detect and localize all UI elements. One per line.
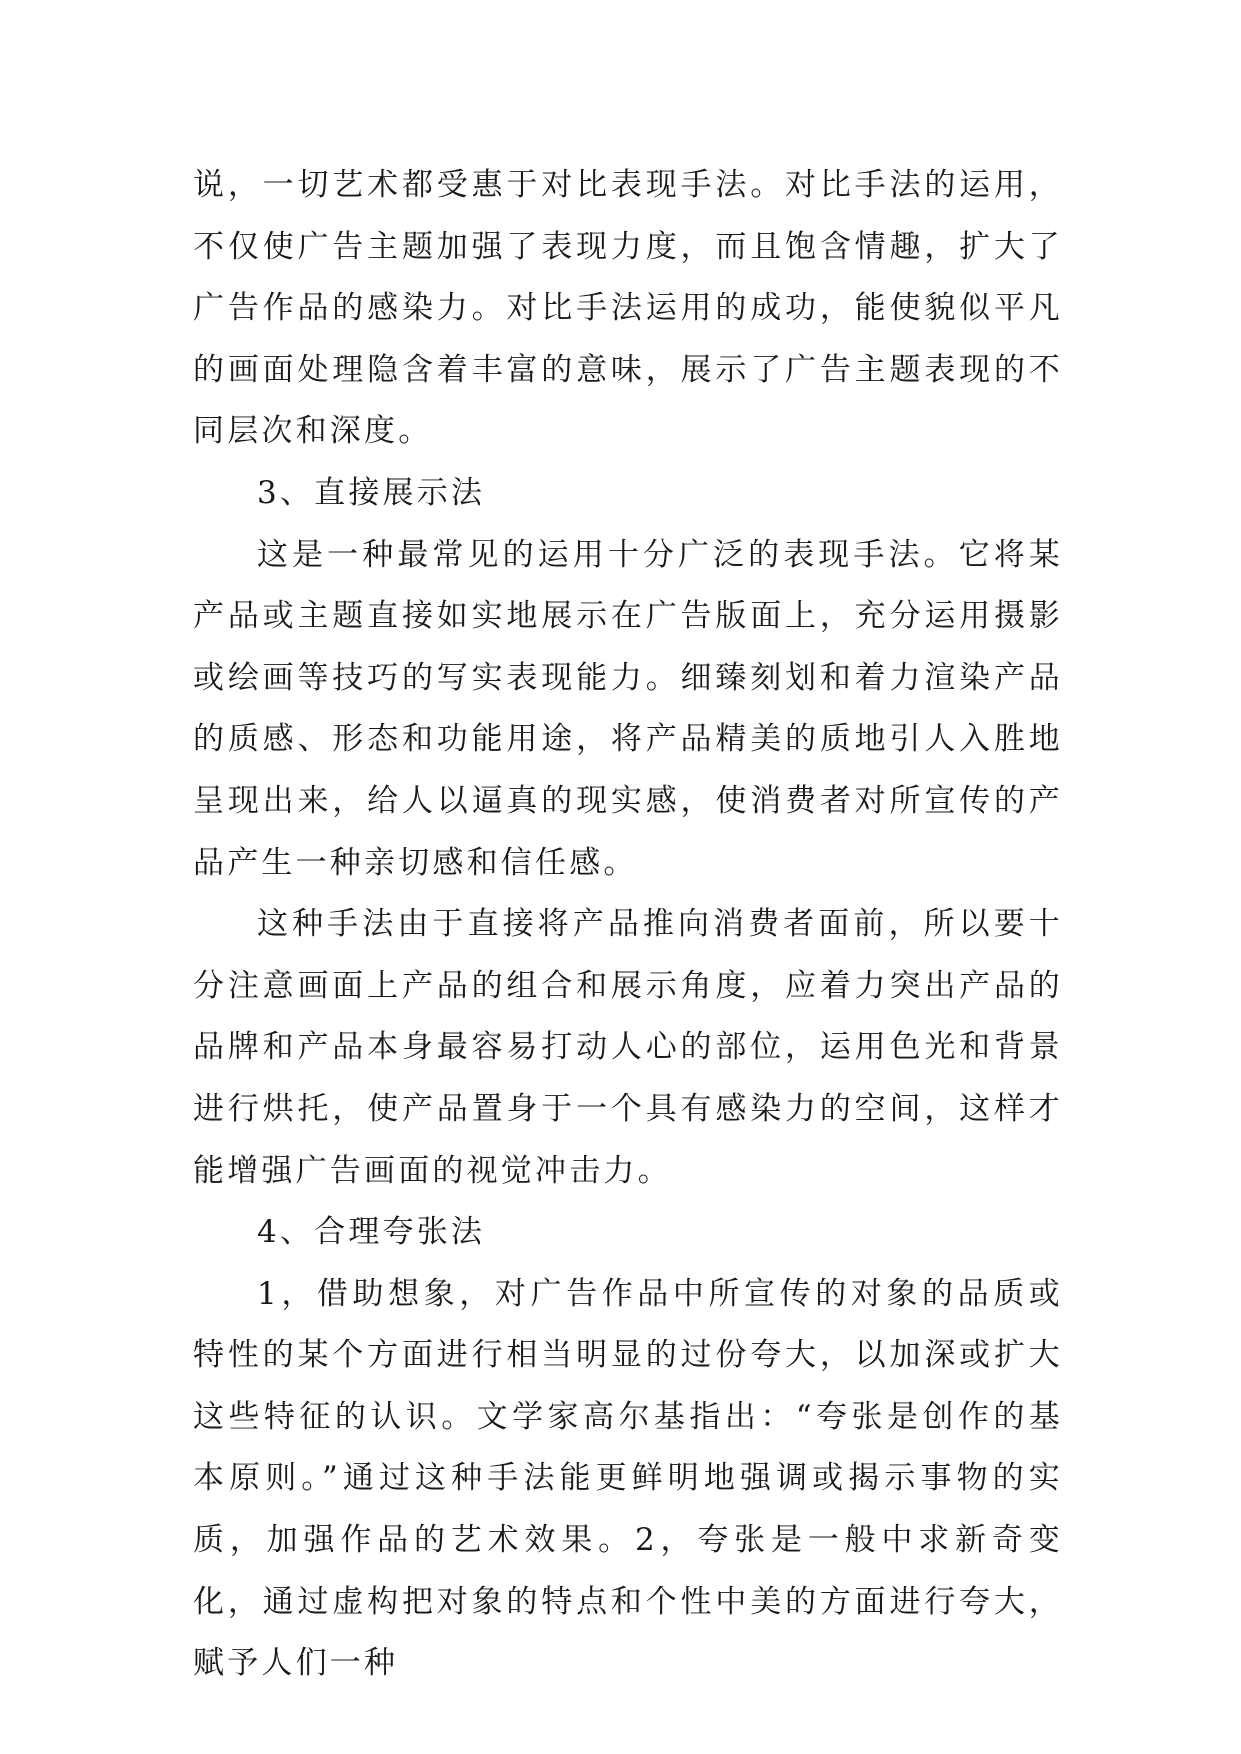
paragraph-direct-display-intro: 这是一种最常见的运用十分广泛的表现手法。它将某产品或主题直接如实地展示在广告版面上，充分运用摄影或绘画等技巧的写实表现能力。细臻刻划和着力渲染产品的质感、形态和功能用途，将产品精美的质地引人入胜地呈现出来，给人以逼真的现实感，使消费者对所宣传的产品产生一种亲切感和信任感。 [193,536,1063,881]
document-body [193,155,1063,1695]
paragraph-exaggeration-body: 1，借助想象，对广告作品中所宣传的对象的品质或特性的某个方面进行相当明显的过份夸大，以加深或扩大这些特征的认识。文学家高尔基指出：“夸张是创作的基本原则。”通过这种手法能更鲜明地强调或揭示事物的实质，加强作品的艺术效果。2，夸张是一般中求新奇变化，通过虚构把对象的特点和个性中美的方面进行夸大，赋予人们一种 [193,1275,1063,1682]
paragraph-direct-display-notes: 这种手法由于直接将产品推向消费者面前，所以要十分注意画面上产品的组合和展示角度，应着力突出产品的品牌和产品本身最容易打动人心的部位，运用色光和背景进行烘托，使产品置身于一个具有感染力的空间，这样才能增强广告画面的视觉冲击力。 [193,906,1063,1189]
paragraph-contrast-conclusion: 说，一切艺术都受惠于对比表现手法。对比手法的运用，不仅使广告主题加强了表现力度，而且饱含情趣，扩大了广告作品的感染力。对比手法运用的成功，能使貌似平凡的画面处理隐含着丰富的意味，展示了广告主题表现的不同层次和深度。 [193,167,1063,450]
heading-direct-display: 3、直接展示法 [257,474,486,511]
heading-reasonable-exaggeration: 4、合理夸张法 [257,1214,486,1251]
